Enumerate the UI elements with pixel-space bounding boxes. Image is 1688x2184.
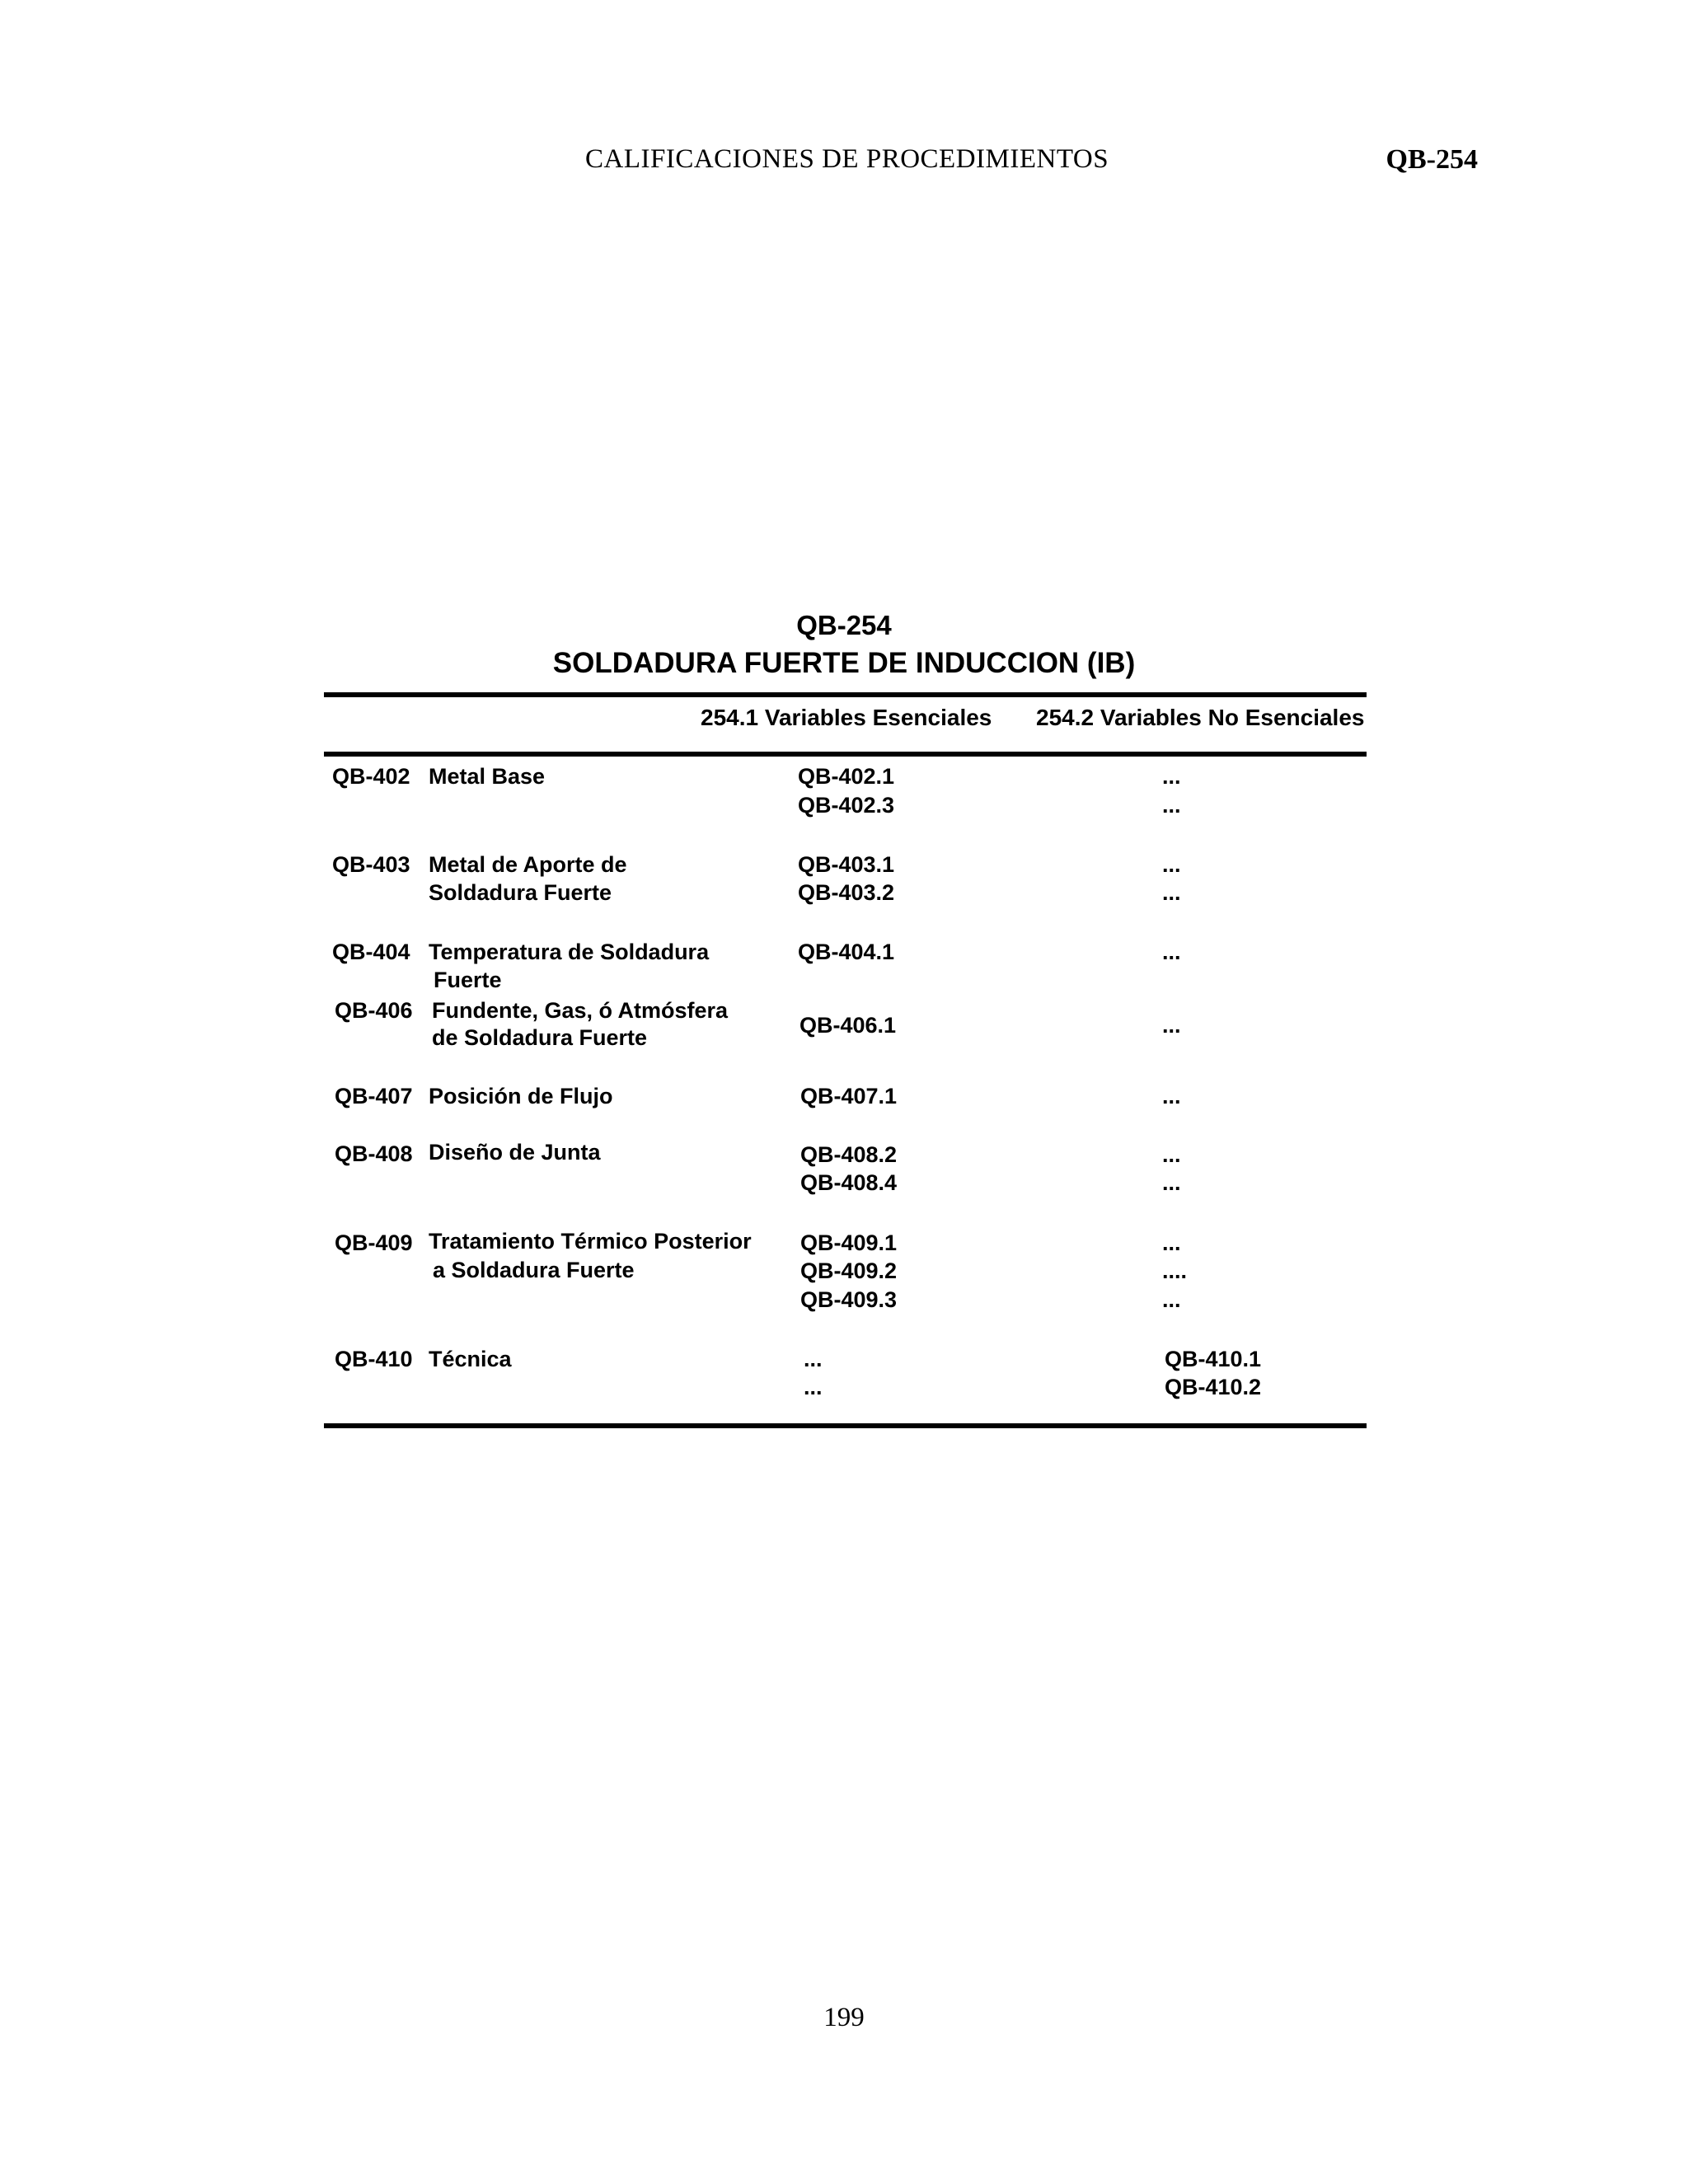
page-header — [0, 144, 1688, 185]
nonessential-variable: ... — [1162, 940, 1181, 964]
row-code: QB-402 — [332, 764, 410, 789]
row-description: Tratamiento Térmico Posterior — [429, 1229, 752, 1254]
column-header-nonessential: 254.2 Variables No Esenciales — [1036, 705, 1365, 730]
row-description: Metal de Aporte de — [429, 852, 627, 877]
table-top-rule — [324, 692, 1367, 697]
row-description: Metal Base — [429, 764, 546, 789]
nonessential-variable: ... — [1162, 852, 1181, 877]
essential-variable: QB-409.2 — [800, 1258, 898, 1283]
essential-variable: QB-407.1 — [800, 1084, 898, 1108]
essential-variable: QB-402.1 — [798, 764, 895, 789]
nonessential-variable: ... — [1162, 1142, 1181, 1167]
row-code: QB-406 — [335, 998, 413, 1023]
row-description: Técnica — [429, 1347, 512, 1371]
nonessential-variable: QB-410.1 — [1165, 1347, 1262, 1371]
row-code: QB-410 — [335, 1347, 413, 1371]
row-code: QB-403 — [332, 852, 410, 877]
essential-variable: QB-403.2 — [798, 880, 895, 905]
nonessential-variable: ... — [1162, 793, 1181, 818]
nonessential-variable: ... — [1162, 764, 1181, 789]
nonessential-variable: ... — [1162, 1230, 1181, 1255]
row-description: Temperatura de Soldadura — [429, 940, 710, 964]
nonessential-variable: ... — [1162, 1170, 1181, 1195]
header-title: CALIFICACIONES DE PROCEDIMIENTOS — [585, 144, 1109, 174]
nonessential-variable: QB-410.2 — [1165, 1375, 1262, 1399]
row-code: QB-404 — [332, 940, 410, 964]
essential-variable: QB-408.4 — [800, 1170, 898, 1195]
table-header-rule — [324, 752, 1367, 757]
essential-variable: QB-404.1 — [798, 940, 895, 964]
essential-variable: QB-403.1 — [798, 852, 895, 877]
essential-variable: ... — [804, 1347, 823, 1371]
row-code: QB-409 — [335, 1230, 413, 1255]
essential-variable: QB-409.1 — [800, 1230, 898, 1255]
row-code: QB-408 — [335, 1141, 413, 1166]
row-description: Fuerte — [434, 968, 502, 992]
row-description: Fundente, Gas, ó Atmósfera — [432, 998, 729, 1023]
table-bottom-rule — [324, 1423, 1367, 1428]
column-header-essential: 254.1 Variables Esenciales — [701, 705, 992, 730]
row-code: QB-407 — [335, 1084, 413, 1108]
row-description: de Soldadura Fuerte — [432, 1025, 648, 1050]
nonessential-variable: ... — [1162, 1287, 1181, 1312]
nonessential-variable: ... — [1162, 880, 1181, 905]
page-number: 199 — [823, 2003, 865, 2032]
row-description: a Soldadura Fuerte — [433, 1258, 635, 1282]
essential-variable: QB-402.3 — [798, 793, 895, 818]
essential-variable: QB-406.1 — [799, 1013, 897, 1038]
essential-variable: ... — [804, 1375, 823, 1399]
row-description: Posición de Flujo — [429, 1084, 613, 1108]
nonessential-variable: ... — [1162, 1013, 1181, 1038]
row-description: Diseño de Junta — [429, 1140, 601, 1165]
table-title: SOLDADURA FUERTE DE INDUCCION (IB) — [552, 647, 1136, 679]
table-code: QB-254 — [796, 610, 892, 640]
row-description: Soldadura Fuerte — [429, 880, 612, 905]
essential-variable: QB-408.2 — [800, 1142, 898, 1167]
nonessential-variable: .... — [1162, 1258, 1188, 1283]
nonessential-variable: ... — [1162, 1084, 1181, 1108]
header-reference: QB-254 — [1386, 144, 1478, 175]
essential-variable: QB-409.3 — [800, 1287, 898, 1312]
